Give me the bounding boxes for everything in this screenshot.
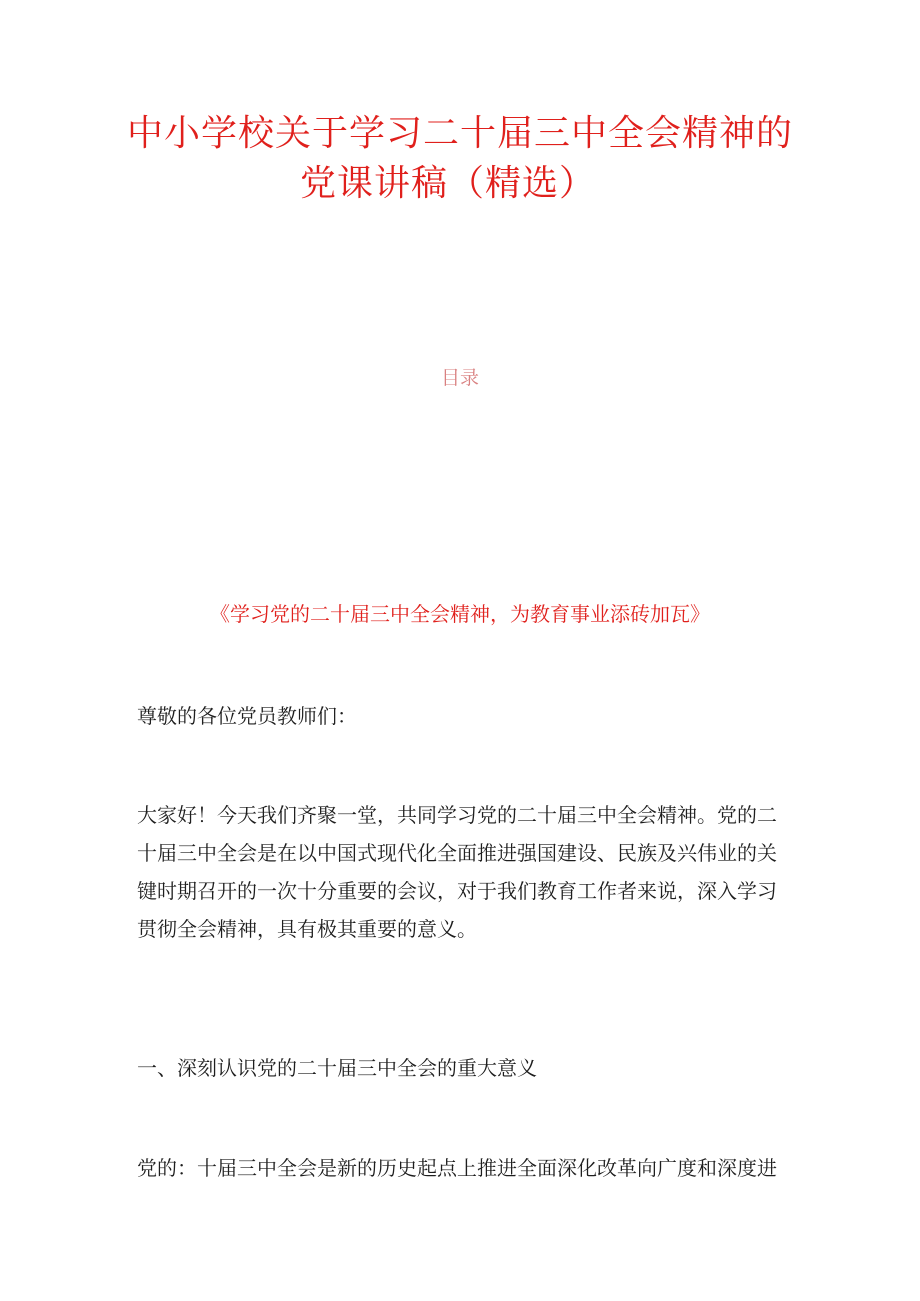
document-title-line-2: 党课讲稿（精选） xyxy=(299,163,596,204)
paragraph-section-1: 党的：十届三中全会是新的历史起点上推进全面深化改革向广度和深度进 xyxy=(137,1156,777,1180)
document-title-line-1: 中小学校关于学习二十届三中全会精神的 xyxy=(126,113,793,154)
paragraph-line: 键时期召开的一次十分重要的会议，对于我们教育工作者来说，深入学习 xyxy=(137,879,777,903)
speech-subtitle: 《学习党的二十届三中全会精神，为教育事业添砖加瓦》 xyxy=(210,602,710,626)
table-of-contents-label: 目录 xyxy=(440,367,479,389)
paragraph-line: 贯彻全会精神，具有极其重要的意义。 xyxy=(137,917,477,941)
section-heading-1: 一、深刻认识党的二十届三中全会的重大意义 xyxy=(137,1056,537,1080)
paragraph-line: 大家好！今天我们齐聚一堂，共同学习党的二十届三中全会精神。党的二 xyxy=(137,803,777,827)
paragraph-line: 十届三中全会是在以中国式现代化全面推进强国建设、民族及兴伟业的关 xyxy=(137,841,777,865)
paragraph-intro xyxy=(137,796,785,948)
greeting: 尊敬的各位党员教师们： xyxy=(137,704,357,728)
